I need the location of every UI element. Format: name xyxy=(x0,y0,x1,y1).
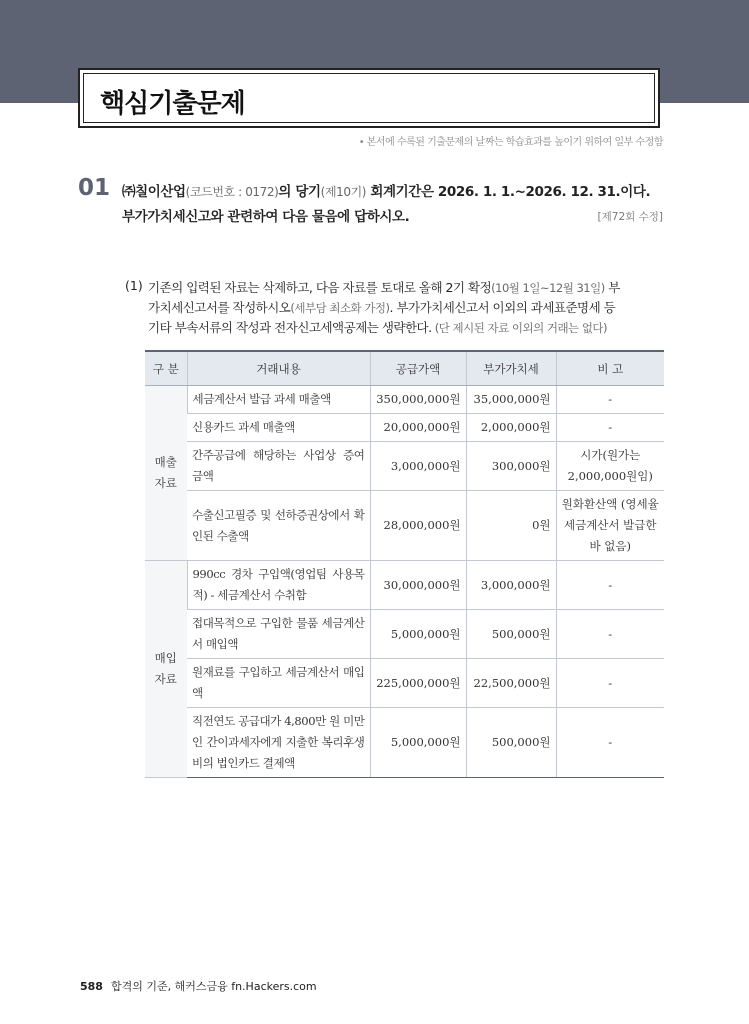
page-footer xyxy=(80,978,317,994)
table-row xyxy=(145,491,664,561)
row-supply: 350,000,000원 xyxy=(370,386,466,414)
row-remark: - xyxy=(556,610,664,659)
company-name: ㈜칠이산업 xyxy=(122,184,186,200)
row-supply: 30,000,000원 xyxy=(370,561,466,610)
row-description: 원재료를 구입하고 세금계산서 매입액 xyxy=(187,659,370,708)
row-description: 세금계산서 발급 과세 매출액 xyxy=(187,386,370,414)
category-purchase: 매입 자료 xyxy=(145,561,187,778)
sub-line-3-note: (단 제시된 자료 이외의 거래는 없다) xyxy=(431,321,608,335)
row-description: 직전연도 공급대가 4,800만 원 미만인 간이과세자에게 지출한 복리후생비의 법인카드 결제액 xyxy=(187,708,370,778)
row-description: 접대목적으로 구입한 물품 세금계산서 매입액 xyxy=(187,610,370,659)
table-row xyxy=(145,442,664,491)
row-supply: 20,000,000원 xyxy=(370,414,466,442)
current-period-label: 의 당기 xyxy=(278,184,321,200)
table-row xyxy=(145,708,664,778)
row-supply: 28,000,000원 xyxy=(370,491,466,561)
sub-line-2-note: (세부담 최소화 가정) xyxy=(290,301,390,315)
header-category: 구 분 xyxy=(145,351,187,386)
question-line-1 xyxy=(122,180,650,200)
row-remark: - xyxy=(556,414,664,442)
row-remark: 원화환산액 (영세율세금계산서 발급한 바 없음) xyxy=(556,491,664,561)
sub-line-3-text: 기타 부속서류의 작성과 전자신고세액공제는 생략한다. xyxy=(148,320,432,335)
sub-question-line-2 xyxy=(148,298,615,316)
page-number: 588 xyxy=(80,980,103,993)
page-title: 핵심기출문제 xyxy=(100,89,245,119)
table-row xyxy=(145,386,664,414)
title-box xyxy=(78,68,660,128)
footer-text: 합격의 기준, 해커스금융 fn.Hackers.com xyxy=(110,980,317,993)
table-row xyxy=(145,414,664,442)
row-remark: - xyxy=(556,659,664,708)
row-supply: 3,000,000원 xyxy=(370,442,466,491)
row-description: 간주공급에 해당하는 사업상 증여 금액 xyxy=(187,442,370,491)
row-vat: 22,500,000원 xyxy=(466,659,556,708)
question-line-2: 부가가치세신고와 관련하여 다음 물음에 답하시오. xyxy=(122,209,410,225)
header-supply-amount: 공급가액 xyxy=(370,351,466,386)
row-vat: 3,000,000원 xyxy=(466,561,556,610)
row-description: 신용카드 과세 매출액 xyxy=(187,414,370,442)
company-code: (코드번호 : 0172) xyxy=(185,185,279,199)
sub-question-line-3 xyxy=(148,318,607,336)
row-supply: 225,000,000원 xyxy=(370,659,466,708)
header-vat: 부가가치세 xyxy=(466,351,556,386)
table-row xyxy=(145,659,664,708)
sub-line-1-period: (10월 1일~12월 31일) xyxy=(491,281,605,295)
row-vat: 500,000원 xyxy=(466,708,556,778)
top-note: • 본서에 수록된 기출문제의 날짜는 학습효과를 높이기 위하여 일부 수정함 xyxy=(358,137,663,148)
row-vat: 35,000,000원 xyxy=(466,386,556,414)
row-vat: 0원 xyxy=(466,491,556,561)
period-number: (제10기) xyxy=(320,185,367,199)
sub-question-line-1 xyxy=(148,278,620,296)
row-remark: - xyxy=(556,386,664,414)
question-number: 01 xyxy=(78,175,111,201)
table-row xyxy=(145,561,664,610)
row-vat: 2,000,000원 xyxy=(466,414,556,442)
sub-line-2-text: 가치세신고서를 작성하시오 xyxy=(148,300,291,315)
row-remark: - xyxy=(556,708,664,778)
row-description: 수출신고필증 및 선하증권상에서 확인된 수출액 xyxy=(187,491,370,561)
sub-question-number: (1) xyxy=(125,278,143,293)
category-sales: 매출 자료 xyxy=(145,386,187,561)
header-description: 거래내용 xyxy=(187,351,370,386)
row-remark: - xyxy=(556,561,664,610)
row-description: 990cc 경차 구입액(영업팀 사용목적) - 세금계산서 수취함 xyxy=(187,561,370,610)
row-supply: 5,000,000원 xyxy=(370,610,466,659)
row-remark: 시가(원가는 2,000,000원임) xyxy=(556,442,664,491)
table-row xyxy=(145,610,664,659)
header-remark: 비 고 xyxy=(556,351,664,386)
row-supply: 5,000,000원 xyxy=(370,708,466,778)
table-header-row xyxy=(145,351,664,386)
sub-line-1-text: 기존의 입력된 자료는 삭제하고, 다음 자료를 토대로 올해 2기 확정 xyxy=(148,280,492,295)
sub-line-1-tail: 부 xyxy=(604,280,620,295)
question-reference: [제72회 수정] xyxy=(597,211,663,223)
row-vat: 500,000원 xyxy=(466,610,556,659)
fiscal-period-text: 회계기간은 2026. 1. 1.~2026. 12. 31.이다. xyxy=(366,184,651,200)
sub-line-2-tail: . 부가가치세신고서 이외의 과세표준명세 등 xyxy=(389,300,616,315)
row-vat: 300,000원 xyxy=(466,442,556,491)
transaction-table xyxy=(145,350,664,778)
